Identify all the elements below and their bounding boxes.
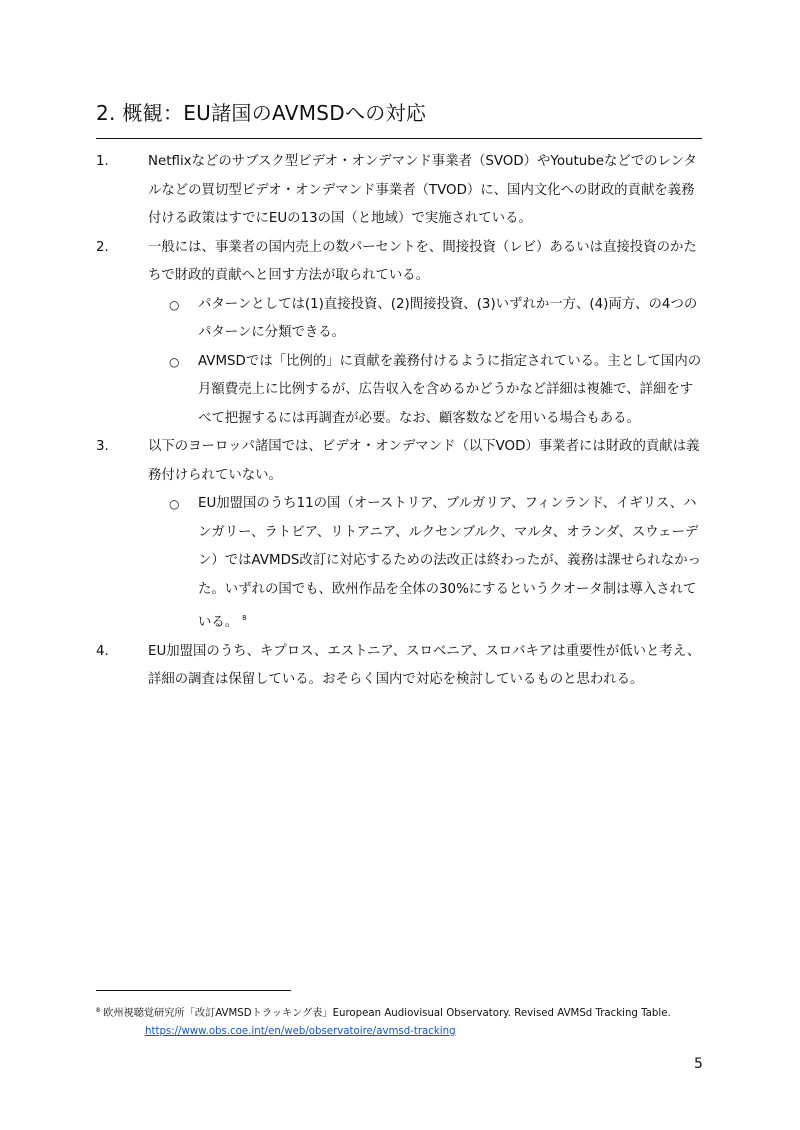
footnote-text: 欧州視聴覚研究所「改訂AVMSDトラッキング表」European Audiovisual Observatory. Revised AVMSd Tracking Table. [103,1008,671,1019]
list-item-4 [96,638,702,695]
numbered-list [96,148,702,695]
list-item-2 [96,234,702,291]
footnote-divider [96,990,291,991]
hollow-bullet-icon: ○ [169,497,180,511]
item-text: Netflixなどのサブスク型ビデオ・オンデマンド事業者（SVOD）やYoutubeなどでのレンタルなどの買切型ビデオ・オンデマンド事業者（TVOD）に、国内文化への財政的貢献を義務付ける政策はすでにEUの13の国（と地域）で実施されている。 [148,154,697,226]
list-item-1 [96,148,702,234]
item-number: 3. [96,439,109,454]
sub-bullet [96,291,702,348]
sub-bullet [96,348,702,434]
item-number: 1. [96,154,109,169]
item-text: EU加盟国のうち、キプロス、エストニア、スロベニア、スロバキアは重要性が低いと考え、詳細の調査は保留している。おそらく国内で対応を検討しているものと思われる。 [148,643,701,687]
hollow-bullet-icon: ○ [169,354,180,369]
item-number: 2. [96,239,109,255]
item-number: 4. [96,643,109,659]
sub-bullet-text: EU加盟国のうち11の国（オーストリア、ブルガリア、フィンランド、イギリス、ハンガリー、ラトビア、リトアニア、ルクセンブルク、マルタ、オランダ、スウェーデン）ではAVMDS改訂に対応するための法改正は終わったが、義務は課せられなかった。いずれの国でも、欧州作品を全体の30%にするというクオータ制は導入されている。 [198,496,701,630]
sub-bullet-text: パターンとしては(1)直接投資、(2)間接投資、(3)いずれか一方、(4)両方、の4つのパターンに分類できる。 [198,296,698,340]
list-item-3 [96,433,702,490]
footnote [96,1001,736,1041]
section-heading: 2. 概観：EU諸国のAVMSDへの対応 [96,101,427,125]
sub-bullet [96,490,702,638]
footnote-mark: 8 [96,1006,101,1014]
item-text: 一般には、事業者の国内売上の数パーセントを、間接投資（レビ）あるいは直接投資のかたちで財政的貢献へと回す方法が取られている。 [148,239,697,283]
footnote-reference[interactable]: 8 [242,614,247,622]
footnote-link[interactable]: https://www.obs.coe.int/en/web/observatoire/avmsd-tracking [145,1026,456,1037]
item-text: 以下のヨーロッパ諸国では、ビデオ・オンデマンド（以下VOD）事業者には財政的貢献は義務付けられていない。 [148,439,700,483]
hollow-bullet-icon: ○ [169,297,180,312]
sub-bullet-text: AVMSDでは「比例的」に貢献を義務付けるように指定されている。主として国内の月額費売上に比例するが、広告収入を含めるかどうかなど詳細は複雑で、詳細をすべて把握するには再調査が必要。なお、顧客数などを用いる場合もある。 [198,353,702,426]
heading-divider [96,138,702,139]
page-number: 5 [694,1056,703,1072]
